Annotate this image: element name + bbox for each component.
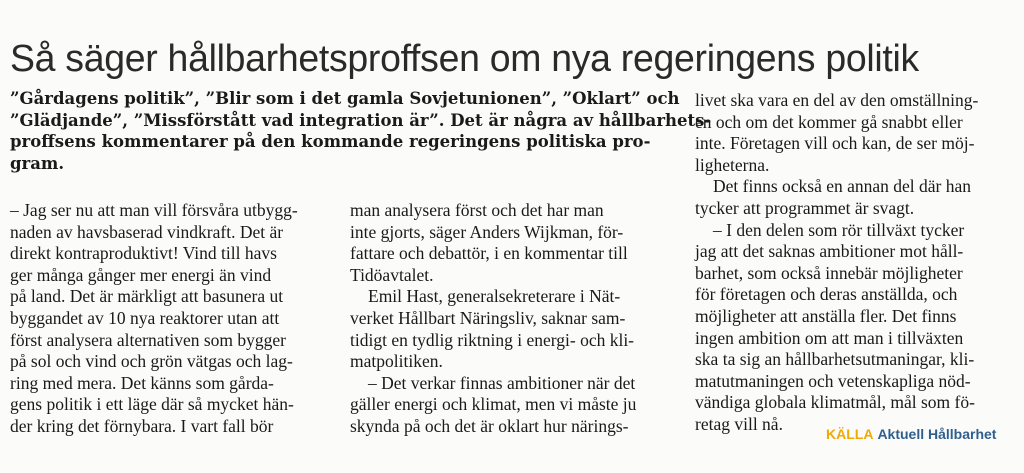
body-line: retag vill nå. [695, 413, 783, 434]
body-line: gens politik i ett läge där så mycket hän- [10, 394, 294, 415]
source-credit [826, 425, 996, 443]
body-line: verket Hållbart Näringsliv, saknar sam- [350, 307, 626, 328]
body-line: möjligheter att anställa fler. Det finns [695, 305, 957, 326]
ingress-line: proffsens kommentarer på den kommande regeringens politiska pro- [10, 132, 651, 151]
body-line: fattare och debattör, i en kommentar till [350, 243, 628, 264]
body-line: naden av havsbaserad vindkraft. Det är [10, 221, 284, 242]
body-line: tidigt en tydlig riktning i energi- och kli- [350, 329, 635, 350]
body-line: – Jag ser nu att man vill försvåra utbygg- [10, 200, 298, 220]
body-column-3 [695, 90, 1017, 436]
body-line: inte. Företagen vill och kan, de ser möj- [695, 133, 975, 154]
body-line: ger många gånger mer energi än vind [10, 264, 272, 285]
body-line: – Det verkar finnas ambitioner när det [368, 372, 636, 393]
body-line: först analysera alternativen som bygger [10, 329, 287, 350]
body-line: på land. Det är märkligt att basunera ut [10, 286, 284, 307]
body-line: för företagen och deras anställda, och [695, 284, 958, 305]
ingress-line: gram. [10, 153, 65, 173]
body-line: en och om det kommer gå snabbt eller [695, 111, 963, 132]
body-line: Tidöavtalet. [350, 264, 434, 285]
body-line: ingen ambition om att man i tillväxten [695, 327, 964, 348]
body-line: direkt kontraproduktivt! Vind till havs [10, 243, 277, 264]
article-headline: Så säger hållbarhetsproffsen om nya regeringens politik [10, 38, 919, 81]
body-line: skynda på och det är oklart hur närings- [350, 415, 629, 436]
body-line: vändiga globala klimatmål, mål som fö- [695, 392, 975, 413]
body-line: livet ska vara en del av den omställning- [695, 90, 979, 110]
source-label: KÄLLA [826, 426, 874, 442]
article-ingress [10, 88, 712, 174]
body-line: byggandet av 10 nya reaktorer utan att [10, 307, 280, 328]
body-line: ligheterna. [695, 154, 770, 175]
body-line: på sol och vind och grön vätgas och lag- [10, 351, 293, 372]
body-line: der kring det förnybara. I vart fall bör [10, 415, 274, 436]
body-column-2 [350, 200, 680, 438]
body-line: tycker att programmet är svagt. [695, 197, 915, 218]
body-line: ring med mera. Det känns som gårda- [10, 372, 274, 393]
body-line: jag att det saknas ambitioner mot håll- [695, 241, 964, 262]
body-line: matpolitiken. [350, 351, 443, 372]
body-column-1 [10, 200, 340, 438]
body-line: barhet, som också innebär möjligheter [695, 262, 963, 283]
ingress-line: ”Gårdagens politik”, ”Blir som i det gamla Sovjetunionen”, ”Oklart” och [10, 89, 680, 108]
source-name: Aktuell Hållbarhet [877, 426, 997, 442]
body-line: Emil Hast, generalsekreterare i Nät- [368, 286, 621, 307]
body-line: man analysera först och det har man [350, 200, 604, 220]
body-line: matutmaningen och vetenskapliga nöd- [695, 370, 971, 391]
body-line: gäller energi och klimat, men vi måste ju [350, 394, 637, 415]
ingress-line: ”Glädjande”, ”Missförstått vad integration är”. Det är några av hållbarhets- [10, 110, 712, 130]
body-line: ska ta sig an hållbarhetsutmaningar, kli- [695, 349, 975, 370]
body-line: – I den delen som rör tillväxt tycker [713, 219, 965, 240]
body-line: Det finns också en annan del där han [713, 176, 972, 197]
body-line: inte gjorts, säger Anders Wijkman, för- [350, 221, 624, 242]
